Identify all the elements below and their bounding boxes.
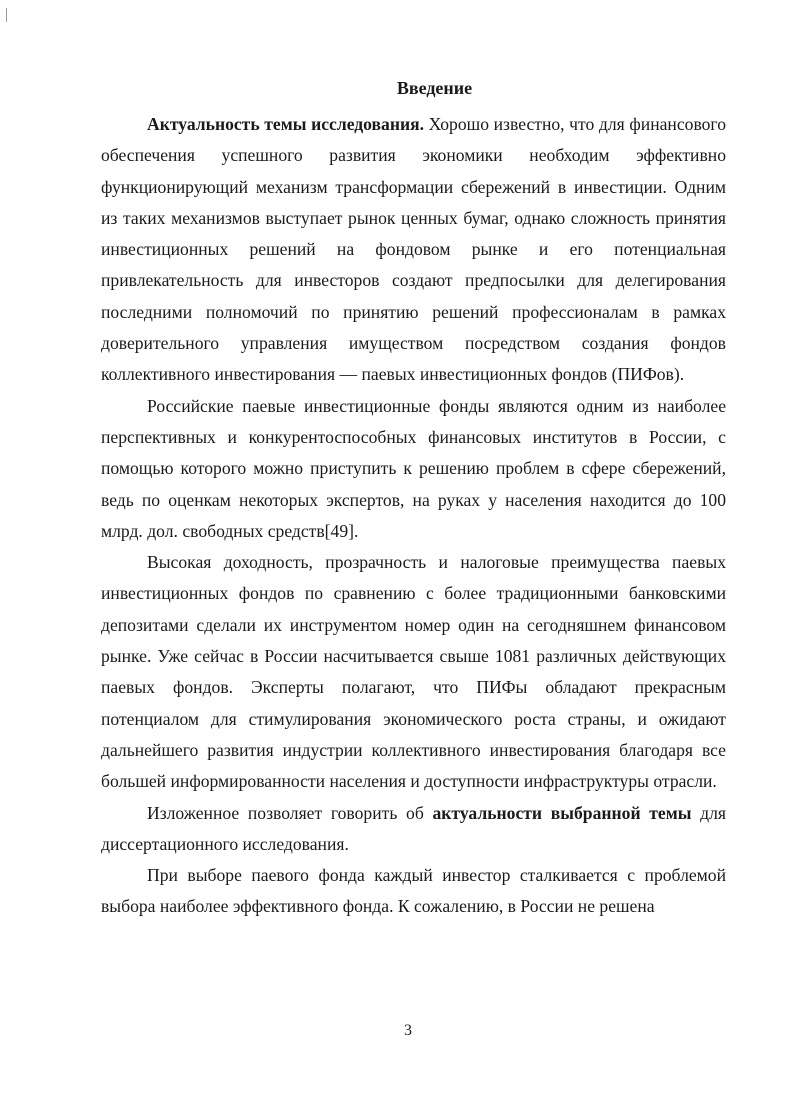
scan-mark xyxy=(6,8,7,22)
paragraph-conclusion xyxy=(101,798,726,861)
conclusion-text-after: для диссертационного исследования. xyxy=(101,802,726,854)
page-number: 3 xyxy=(404,1022,412,1039)
paragraph-advantages: Высокая доходность, прозрачность и налоговые преимущества паевых инвестиционных фондов по сравнению с более традиционными банковскими депозитами сделали их инструментом номер один на сегодняшнем финансовом рынке. Уже сейчас в России насчитывается свыше 1081 различных действующих паевых фондов. Эксперты полагают, что ПИФы обладают прекрасным потенциалом для стимулирования экономического роста страны, и ожидают дальнейшего развития индустрии коллективного инвестирования благодаря все большей информированности населения и доступности инфраструктуры отрасли. xyxy=(101,552,726,792)
relevance-heading: Актуальность темы исследования. xyxy=(147,114,425,134)
conclusion-bold: актуальности выбранной темы xyxy=(432,802,692,823)
paragraph-relevance xyxy=(101,109,726,391)
paragraph-russian-funds: Российские паевые инвестиционные фонды являются одним из наиболее перспективных и конкурентоспособных финансовых институтов в России, с помощью которого можно приступить к решению проблем в сфере сбережений, ведь по оценкам некоторых экспертов, на руках у населения находится до 100 млрд. дол. свободных средств[49]. xyxy=(101,395,726,541)
page-title: Введение xyxy=(396,78,473,98)
conclusion-text-before: Изложенное позволяет говорить об xyxy=(147,802,433,823)
relevance-text: Хорошо известно, что для финансового обеспечения успешного развития экономики необходим эффективно функционирующий механизм трансформации сбережений в инвестиции. Одним из таких механизмов выступает рынок ценных бумаг, однако сложность принятия инвестиционных решений на фондовом рынке и его потенциальная привлекательность для инвесторов создают предпосылки для делегирования последними полномочий по принятию решений профессионалам в рамках доверительного управления имуществом посредством создания фондов коллективного инвестирования — паевых инвестиционных фондов (ПИФов). xyxy=(101,114,726,385)
paragraph-fund-choice: При выборе паевого фонда каждый инвестор сталкивается с проблемой выбора наиболее эффективного фонда. К сожалению, в России не решена xyxy=(101,865,726,917)
